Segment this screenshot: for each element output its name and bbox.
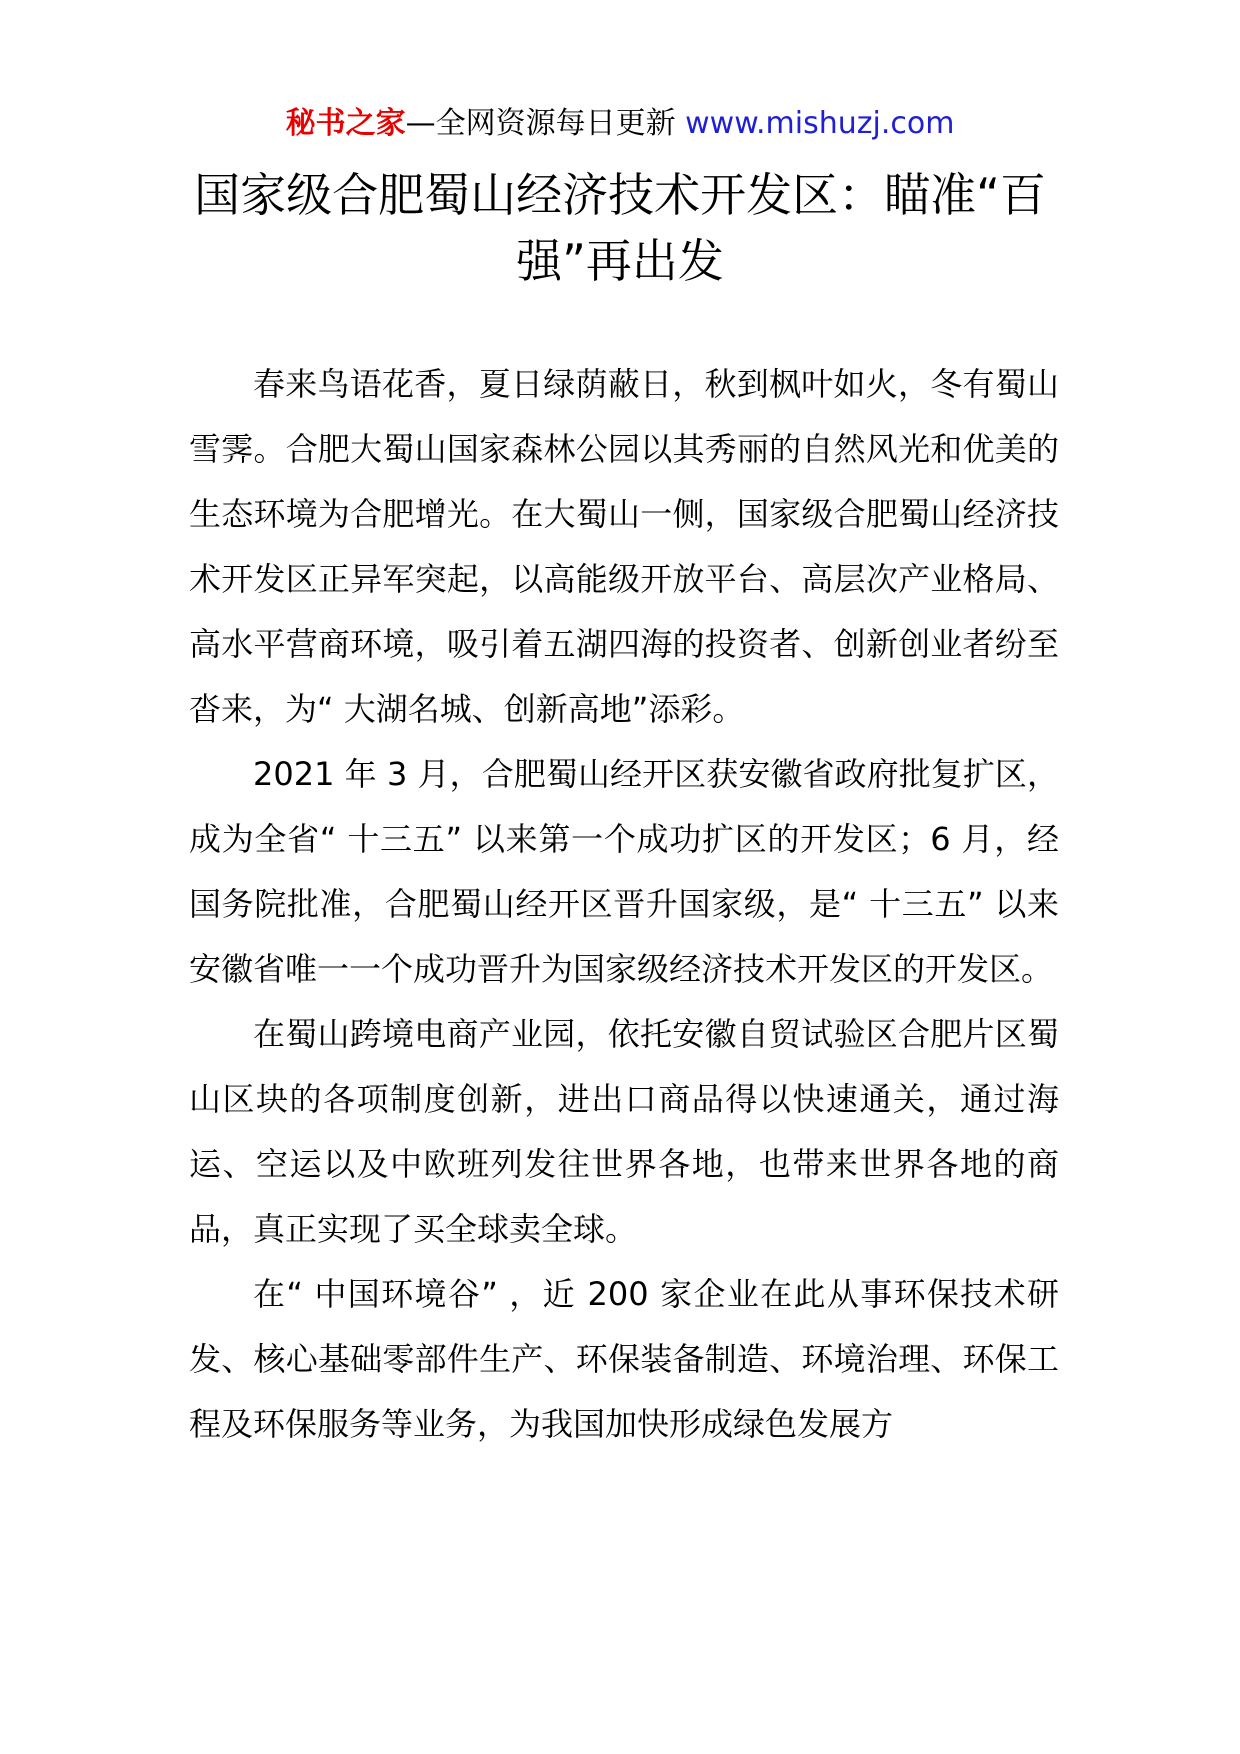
site-header (0, 104, 1240, 144)
article-title: 国家级合肥蜀山经济技术开发区：瞄准“百强”再出发 (194, 168, 1046, 288)
article-body (189, 352, 1059, 1457)
site-url-link[interactable]: www.mishuzj.com (685, 106, 955, 141)
brand-name: 秘书之家 (285, 106, 406, 141)
paragraph: 在“ 中国环境谷” ，近 200 家企业在此从事环保技术研发、核心基础零部件生产、环保装备制造、环境治理、环保工程及环保服务等业务，为我国加快形成绿色发展方 (189, 1275, 1059, 1443)
header-tagline: —全网资源每日更新 (405, 106, 676, 141)
paragraph: 在蜀山跨境电商产业园，依托安徽自贸试验区合肥片区蜀山区块的各项制度创新，进出口商品得以快速通关，通过海运、空运以及中欧班列发往世界各地，也带来世界各地的商品，真正实现了买全球卖全球。 (189, 1015, 1059, 1248)
paragraph: 2021 年 3 月，合肥蜀山经开区获安徽省政府批复扩区，成为全省“ 十三五” 以来第一个成功扩区的开发区；6 月，经国务院批准，合肥蜀山经开区晋升国家级，是“ 十三五” 以来安徽省唯一一个成功晋升为国家级经济技术开发区的开发区。 (189, 755, 1059, 988)
paragraph: 春来鸟语花香，夏日绿荫蔽日，秋到枫叶如火，冬有蜀山雪霁。合肥大蜀山国家森林公园以其秀丽的自然风光和优美的生态环境为合肥增光。在大蜀山一侧，国家级合肥蜀山经济技术开发区正异军突起，以高能级开放平台、高层次产业格局、高水平营商环境，吸引着五湖四海的投资者、创新创业者纷至沓来，为“ 大湖名城、创新高地”添彩。 (189, 365, 1059, 728)
